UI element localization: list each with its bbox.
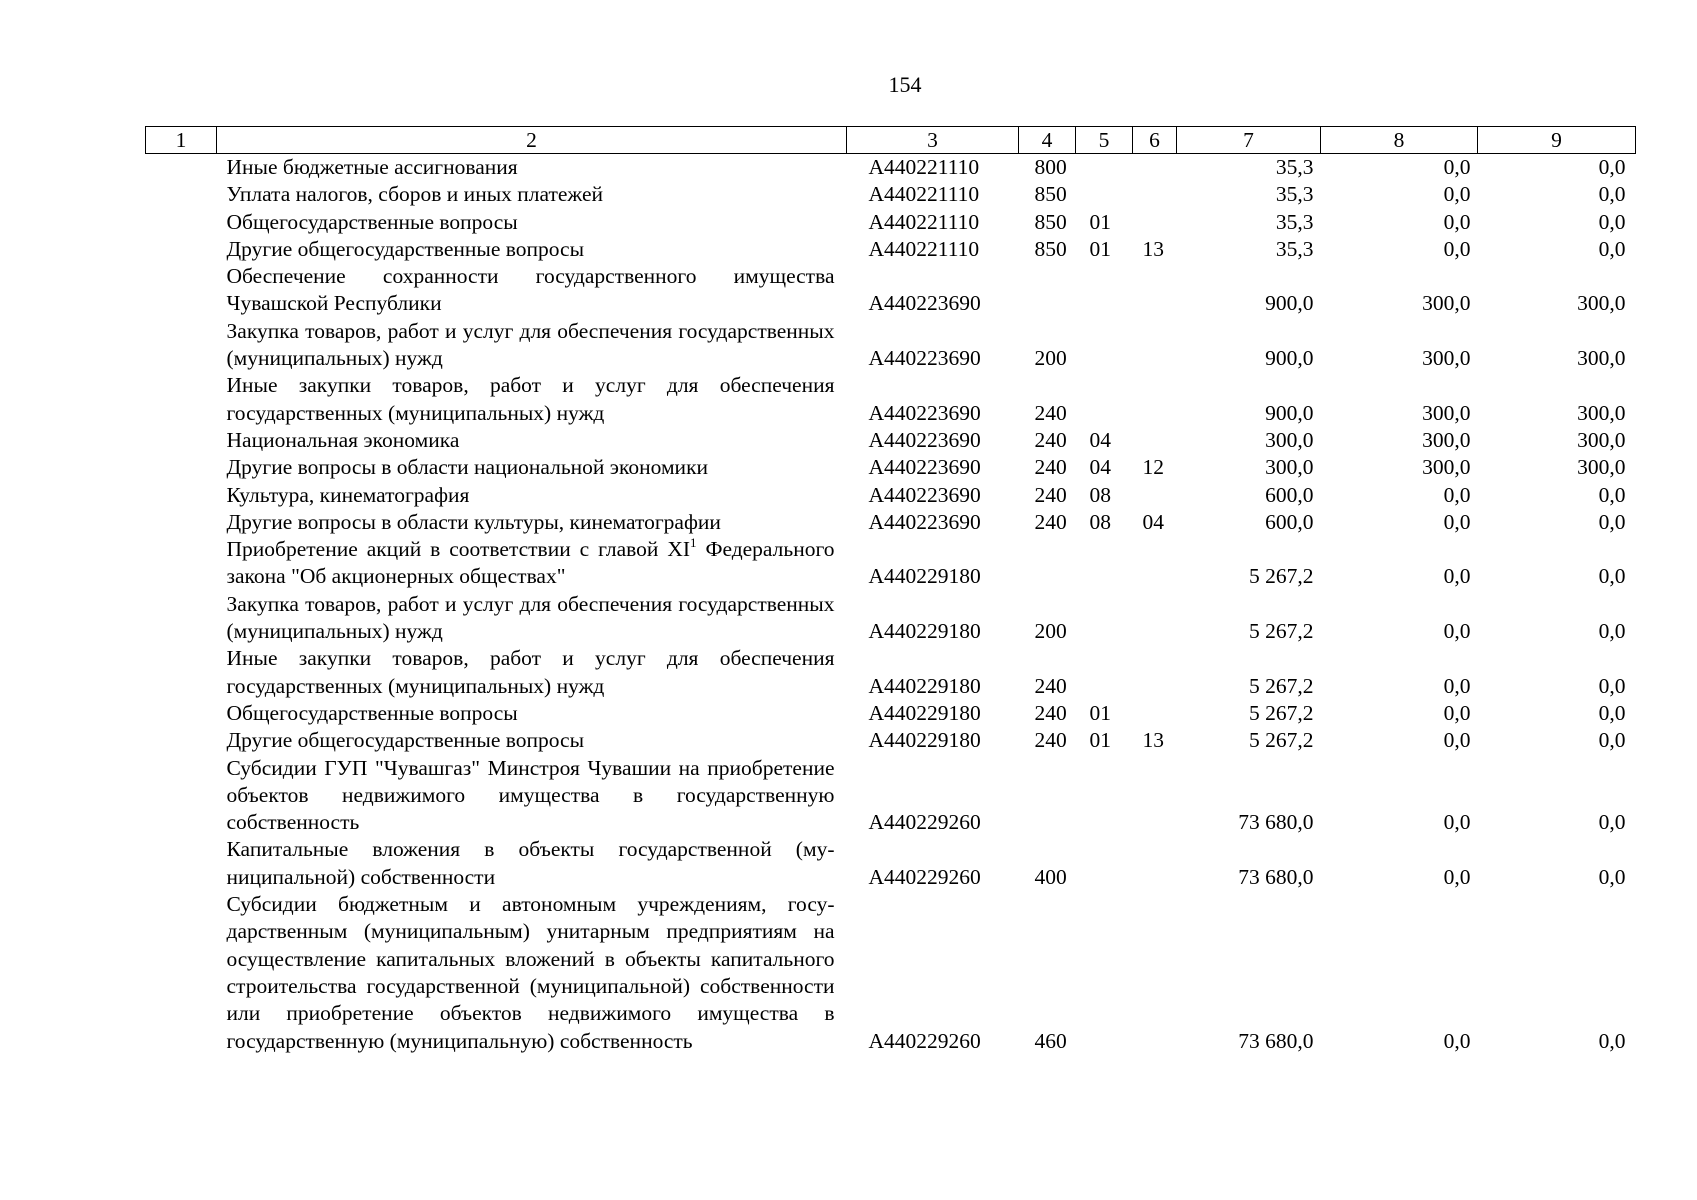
item-name [217, 536, 847, 591]
empty-cell [146, 891, 217, 1055]
amount-col8: 300,0 [1422, 455, 1471, 480]
column-number-header [146, 127, 1636, 154]
budget-table [145, 126, 1636, 1055]
expense-type-code: 240 [1034, 455, 1067, 480]
amount-col7: 35,3 [1275, 236, 1314, 261]
subsection-code [1133, 645, 1177, 700]
budget-code: А440221110 [868, 182, 980, 207]
subsection-code [1133, 700, 1177, 727]
item-name: Иные закупки товаров, работ и услуг для обеспечения государственных (муниципальных) нужд [226, 373, 835, 425]
section-code [1076, 372, 1133, 427]
item-name: Обеспечение сохранности государственного имущества Чувашской Республики [226, 264, 835, 316]
item-name: Иные бюджетные ассигнования [226, 155, 518, 179]
amount-col9: 0,0 [1598, 209, 1626, 234]
expense-type-code: 240 [1034, 400, 1067, 425]
amount-col8: 0,0 [1443, 864, 1471, 889]
empty-cell [146, 509, 217, 536]
amount-col7: 300,0 [1265, 427, 1314, 452]
amount-col8: 0,0 [1443, 236, 1471, 261]
empty-cell [146, 482, 217, 509]
amount-col8: 0,0 [1443, 564, 1471, 589]
amount-col8: 0,0 [1443, 509, 1471, 534]
budget-code: А440229180 [868, 673, 981, 698]
item-name-text: Федерального закона "Об акционерных обществах" [226, 537, 835, 589]
expense-type-code: 240 [1034, 700, 1067, 725]
amount-col7: 73 680,0 [1238, 1028, 1314, 1053]
subsection-code: 12 [1142, 455, 1164, 480]
table-row [146, 181, 1636, 208]
section-code: 01 [1089, 236, 1111, 261]
budget-code: А440229260 [868, 810, 981, 835]
table-row [146, 891, 1636, 1055]
amount-col8: 0,0 [1443, 482, 1471, 507]
empty-cell [146, 536, 217, 591]
amount-col9: 0,0 [1598, 619, 1626, 644]
section-code: 01 [1089, 728, 1111, 753]
section-code: 04 [1089, 455, 1111, 480]
expense-type-code [1019, 536, 1076, 591]
amount-col9: 300,0 [1577, 346, 1626, 371]
empty-cell [146, 836, 217, 891]
section-code [1076, 755, 1133, 837]
column-header: 4 [1019, 127, 1076, 154]
amount-col7: 73 680,0 [1238, 810, 1314, 835]
item-name: Другие вопросы в области национальной экономики [226, 455, 709, 480]
table-row [146, 536, 1636, 591]
section-code: 08 [1089, 509, 1111, 534]
column-header: 2 [217, 127, 847, 154]
amount-col8: 300,0 [1422, 346, 1471, 371]
item-name: Закупка товаров, работ и услуг для обеспечения государственных (муниципальных) нужд [226, 591, 835, 644]
expense-type-code: 460 [1034, 1028, 1067, 1053]
amount-col8: 300,0 [1422, 400, 1471, 425]
amount-col7: 600,0 [1265, 482, 1314, 507]
section-code [1076, 318, 1133, 373]
table-row [146, 209, 1636, 236]
amount-col9: 300,0 [1577, 291, 1626, 316]
item-name: Уплата налогов, сборов и иных платежей [226, 182, 604, 207]
amount-col8: 0,0 [1443, 619, 1471, 644]
empty-cell [146, 591, 217, 646]
column-header: 1 [146, 127, 217, 154]
expense-type-code: 200 [1034, 619, 1067, 644]
section-code [1076, 836, 1133, 891]
expense-type-code: 850 [1034, 209, 1067, 234]
budget-code: А440223690 [868, 346, 981, 371]
table-row [146, 700, 1636, 727]
amount-col9: 300,0 [1577, 400, 1626, 425]
subsection-code: 13 [1142, 728, 1164, 753]
table-row [146, 318, 1636, 373]
column-header: 5 [1076, 127, 1133, 154]
amount-col9: 0,0 [1598, 482, 1626, 507]
amount-col7: 5 267,2 [1249, 564, 1314, 589]
empty-cell [146, 318, 217, 373]
empty-cell [146, 700, 217, 727]
amount-col8: 0,0 [1443, 209, 1471, 234]
section-code: 01 [1089, 209, 1111, 234]
table-row [146, 645, 1636, 700]
amount-col9: 0,0 [1598, 673, 1626, 698]
expense-type-code: 240 [1034, 509, 1067, 534]
subsection-code [1133, 154, 1177, 182]
amount-col9: 0,0 [1598, 509, 1626, 534]
empty-cell [146, 454, 217, 481]
budget-code: А440229180 [868, 564, 981, 589]
table-row [146, 482, 1636, 509]
amount-col8: 0,0 [1443, 182, 1471, 207]
amount-col9: 0,0 [1598, 182, 1626, 207]
amount-col7: 900,0 [1265, 346, 1314, 371]
subsection-code [1133, 591, 1177, 646]
amount-col8: 0,0 [1443, 700, 1471, 725]
item-name: Общегосударственные вопросы [226, 209, 518, 234]
section-code [1076, 154, 1133, 182]
amount-col7: 300,0 [1265, 455, 1314, 480]
subsection-code [1133, 372, 1177, 427]
amount-col7: 73 680,0 [1238, 864, 1314, 889]
table-row [146, 372, 1636, 427]
budget-code: А440229180 [868, 619, 981, 644]
empty-cell [146, 181, 217, 208]
expense-type-code: 240 [1034, 673, 1067, 698]
amount-col7: 600,0 [1265, 509, 1314, 534]
expense-type-code: 850 [1034, 236, 1067, 261]
table-row [146, 755, 1636, 837]
amount-col7: 35,3 [1275, 209, 1314, 234]
empty-cell [146, 727, 217, 754]
empty-cell [146, 645, 217, 700]
subsection-code: 13 [1142, 236, 1164, 261]
amount-col8: 0,0 [1443, 673, 1471, 698]
column-header: 6 [1133, 127, 1177, 154]
subsection-code [1133, 318, 1177, 373]
item-name: Национальная экономика [226, 427, 460, 452]
budget-code: А440223690 [868, 455, 981, 480]
column-header: 8 [1321, 127, 1478, 154]
section-code: 04 [1089, 427, 1111, 452]
subsection-code: 04 [1142, 509, 1164, 534]
item-name-text: Приобретение акций в соответствии с главой XI [226, 537, 691, 562]
page-number: 154 [888, 72, 922, 97]
expense-type-code: 800 [1034, 155, 1067, 179]
item-name: Культура, кинематография [226, 482, 470, 507]
table-row [146, 727, 1636, 754]
budget-code: А440229260 [868, 864, 981, 889]
empty-cell [146, 263, 217, 318]
section-code [1076, 645, 1133, 700]
budget-code: А440221110 [868, 236, 980, 261]
subsection-code [1133, 209, 1177, 236]
amount-col9: 0,0 [1598, 700, 1626, 725]
budget-code: А440229180 [868, 728, 981, 753]
item-name: Общегосударственные вопросы [226, 700, 518, 725]
table-row [146, 836, 1636, 891]
table-row [146, 263, 1636, 318]
empty-cell [146, 372, 217, 427]
item-name: Субсидии ГУП "Чувашгаз" Минстроя Чувашии на приобретение объектов недвижимого имущества в государственную собственность [226, 755, 835, 835]
amount-col9: 0,0 [1598, 728, 1626, 753]
amount-col7: 5 267,2 [1249, 728, 1314, 753]
item-name: Другие вопросы в области культуры, кинематографии [226, 509, 721, 534]
amount-col7: 35,3 [1275, 182, 1314, 207]
section-code [1076, 181, 1133, 208]
column-header: 3 [847, 127, 1019, 154]
amount-col9: 0,0 [1598, 155, 1626, 179]
amount-col8: 300,0 [1422, 427, 1471, 452]
expense-type-code [1019, 263, 1076, 318]
budget-code: А440223690 [868, 291, 981, 316]
amount-col9: 0,0 [1598, 564, 1626, 589]
expense-type-code: 200 [1034, 346, 1067, 371]
budget-code: А440221110 [868, 209, 980, 234]
amount-col9: 300,0 [1577, 455, 1626, 480]
expense-type-code: 240 [1034, 427, 1067, 452]
amount-col7: 35,3 [1275, 155, 1314, 179]
budget-code: А440223690 [868, 509, 981, 534]
item-name: Субсидии бюджетным и автономным учреждениям, государственным (муниципальным) унитарным предприятиям на осуществление капитальных вложений в объекты капитального строительства государственной (муниципальной) собственности или приобретение объектов недвижимого имущества в государственную (муниципальную) собственность [226, 892, 835, 1053]
item-name: Капитальные вложения в объекты государственной (муниципальной) собственности [226, 837, 835, 889]
amount-col7: 900,0 [1265, 291, 1314, 316]
table-row [146, 427, 1636, 454]
table-row [146, 454, 1636, 481]
subsection-code [1133, 891, 1177, 1055]
empty-cell [146, 209, 217, 236]
amount-col9: 0,0 [1598, 1028, 1626, 1053]
item-name: Другие общегосударственные вопросы [226, 236, 585, 261]
table-row [146, 509, 1636, 536]
amount-col7: 5 267,2 [1249, 700, 1314, 725]
empty-cell [146, 154, 217, 182]
section-code: 08 [1089, 482, 1111, 507]
table-row [146, 591, 1636, 646]
subsection-code [1133, 482, 1177, 509]
amount-col7: 5 267,2 [1249, 673, 1314, 698]
subsection-code [1133, 263, 1177, 318]
subsection-code [1133, 536, 1177, 591]
column-header: 9 [1478, 127, 1636, 154]
table-row [146, 236, 1636, 263]
expense-type-code: 850 [1034, 182, 1067, 207]
section-code [1076, 591, 1133, 646]
subsection-code [1133, 836, 1177, 891]
amount-col9: 0,0 [1598, 236, 1626, 261]
footnote-superscript: 1 [690, 535, 697, 551]
amount-col8: 0,0 [1443, 155, 1471, 179]
empty-cell [146, 427, 217, 454]
budget-code: А440223690 [868, 400, 981, 425]
amount-col9: 0,0 [1598, 810, 1626, 835]
budget-code: А440229260 [868, 1028, 981, 1053]
subsection-code [1133, 755, 1177, 837]
amount-col7: 5 267,2 [1249, 619, 1314, 644]
amount-col8: 0,0 [1443, 810, 1471, 835]
section-code [1076, 891, 1133, 1055]
empty-cell [146, 755, 217, 837]
expense-type-code [1019, 755, 1076, 837]
table-row [146, 154, 1636, 182]
budget-code: А440229180 [868, 700, 981, 725]
budget-code: А440223690 [868, 427, 981, 452]
item-name: Иные закупки товаров, работ и услуг для обеспечения государственных (муниципальных) нужд [226, 646, 835, 698]
amount-col7: 900,0 [1265, 400, 1314, 425]
column-header: 7 [1177, 127, 1321, 154]
amount-col8: 0,0 [1443, 728, 1471, 753]
budget-code: А440221110 [868, 155, 980, 179]
budget-code: А440223690 [868, 482, 981, 507]
section-code [1076, 263, 1133, 318]
expense-type-code: 240 [1034, 728, 1067, 753]
amount-col8: 300,0 [1422, 291, 1471, 316]
section-code [1076, 536, 1133, 591]
table-body [146, 154, 1636, 1055]
subsection-code [1133, 181, 1177, 208]
amount-col9: 300,0 [1577, 427, 1626, 452]
section-code: 01 [1089, 700, 1111, 725]
expense-type-code: 240 [1034, 482, 1067, 507]
amount-col8: 0,0 [1443, 1028, 1471, 1053]
expense-type-code: 400 [1034, 864, 1067, 889]
empty-cell [146, 236, 217, 263]
subsection-code [1133, 427, 1177, 454]
amount-col9: 0,0 [1598, 864, 1626, 889]
item-name: Закупка товаров, работ и услуг для обеспечения государственных (муниципальных) нужд [226, 318, 835, 371]
item-name: Другие общегосударственные вопросы [226, 728, 585, 753]
